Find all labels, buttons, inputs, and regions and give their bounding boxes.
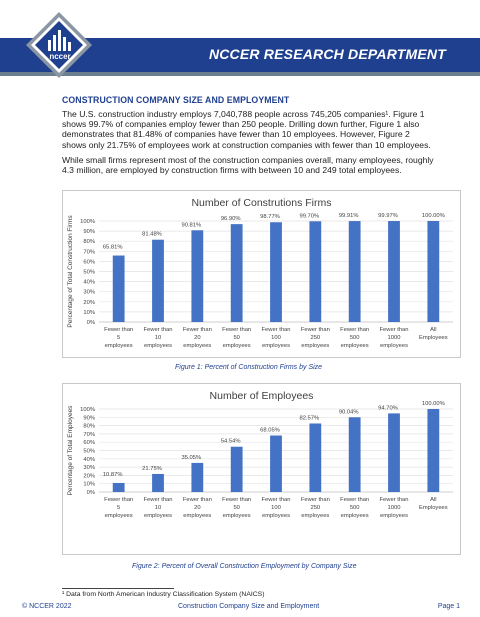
y-tick-label: 90%: [83, 229, 95, 236]
y-tick-label: 50%: [83, 269, 95, 276]
x-tick-label: employees: [183, 513, 212, 519]
x-tick-label: Fewer than: [143, 327, 173, 333]
data-label: 99.91%: [338, 213, 359, 220]
bar: [309, 423, 321, 492]
employees-chart: [62, 383, 461, 555]
x-tick-label: employees: [143, 343, 173, 349]
y-tick-label: 40%: [83, 456, 95, 463]
bar: [270, 222, 282, 322]
data-label: 98.77%: [260, 214, 280, 221]
x-tick-label: 50: [233, 505, 240, 511]
x-tick-label: Fewer than: [104, 497, 134, 503]
data-label: 35.05%: [181, 454, 202, 461]
x-tick-label: Fewer than: [340, 497, 370, 503]
y-tick-label: 100%: [80, 219, 95, 225]
footer-page-number: Page 1: [437, 603, 460, 610]
data-label: 90.81%: [181, 222, 202, 229]
bar: [113, 256, 125, 322]
y-tick-label: 10%: [83, 309, 95, 316]
x-tick-label: Fewer than: [104, 327, 134, 333]
data-label: 99.70%: [299, 213, 320, 220]
bar: [231, 447, 243, 492]
y-axis-label: Percentage of Total Employees: [67, 405, 74, 496]
footnote-rule: [62, 588, 174, 589]
x-tick-label: 100: [271, 505, 281, 511]
x-tick-label: Fewer than: [222, 497, 252, 503]
data-label: 99.97%: [378, 213, 398, 220]
bar: [309, 221, 321, 322]
data-label: 90.04%: [338, 409, 359, 416]
x-tick-label: employees: [183, 343, 212, 349]
x-tick-label: Employees: [418, 335, 448, 341]
summary-paragraph: While small firms represent most of the construction companies overall, many employees, roughly 4.3 million, are employed by construction firms with between 10 and 249 total employees.: [62, 155, 434, 176]
x-tick-label: 250: [310, 335, 321, 341]
intro-paragraph: The U.S. construction industry employs 7,040,788 people across 745,205 companies¹. Figure 1 shows 99.7% of companies employ fewer than 250 people. Drilling down further, Figure 1 also demonstrates that 81.48% of companies have fewer than 10 employees. However, Figure 2 shows only 21.75% of employees work at construction companies with fewer than 10 employees.: [62, 109, 431, 150]
y-tick-label: 30%: [83, 289, 95, 296]
y-tick-label: 20%: [83, 299, 95, 306]
employees-chart-svg: [63, 384, 460, 554]
bar: [191, 230, 203, 322]
data-label: 100.00%: [421, 213, 445, 219]
x-tick-label: 5: [117, 505, 121, 511]
bar: [427, 221, 439, 322]
x-tick-label: employees: [379, 343, 409, 349]
x-tick-label: 10: [154, 335, 162, 341]
bar: [231, 224, 243, 322]
x-tick-label: All: [430, 327, 437, 333]
section-title: CONSTRUCTION COMPANY SIZE AND EMPLOYMENT: [62, 95, 290, 106]
footer-copyright: © NCCER 2022: [22, 603, 72, 610]
x-tick-label: 20: [194, 335, 201, 341]
x-tick-label: All: [430, 497, 437, 503]
y-tick-label: 80%: [83, 239, 95, 246]
x-tick-label: employees: [143, 513, 173, 519]
bar: [191, 463, 203, 492]
y-tick-label: 60%: [83, 259, 95, 266]
bar: [113, 483, 125, 492]
data-label: 81.48%: [142, 231, 162, 238]
y-tick-label: 60%: [83, 440, 95, 447]
data-label: 10.87%: [102, 471, 123, 478]
x-tick-label: 500: [349, 335, 360, 341]
x-tick-label: Fewer than: [222, 327, 252, 333]
data-label: 21.75%: [142, 465, 162, 472]
data-label: 96.90%: [220, 216, 241, 223]
y-axis-label: Percentage of Total Construction Firms: [67, 215, 74, 328]
x-tick-label: 1000: [387, 335, 401, 341]
y-tick-label: 0%: [86, 490, 95, 496]
x-tick-label: 250: [310, 505, 321, 511]
x-tick-label: employees: [222, 343, 251, 349]
data-label: 100.00%: [421, 401, 445, 407]
x-tick-label: employees: [301, 513, 330, 519]
figure-1-caption: Figure 1: Percent of Construction Firms by Size: [175, 364, 323, 371]
footnote: ¹ Data from North American Industry Classification System (NAICS): [62, 591, 265, 598]
x-tick-label: employees: [104, 343, 133, 349]
x-tick-label: 1000: [387, 505, 401, 511]
y-tick-label: 50%: [83, 448, 95, 455]
bar: [349, 417, 361, 492]
x-tick-label: 10: [154, 505, 162, 511]
firms-chart-svg: [63, 191, 460, 357]
y-tick-label: 30%: [83, 465, 95, 472]
x-tick-label: Fewer than: [182, 497, 212, 503]
bar: [270, 436, 282, 492]
bar: [152, 474, 164, 492]
x-tick-label: employees: [379, 513, 409, 519]
bar: [388, 221, 400, 322]
x-tick-label: Fewer than: [261, 327, 291, 333]
x-tick-label: 100: [271, 335, 281, 341]
y-tick-label: 80%: [83, 423, 95, 430]
department-title: NCCER RESEARCH DEPARTMENT: [208, 46, 446, 62]
y-tick-label: 90%: [83, 415, 95, 422]
y-tick-label: 0%: [86, 320, 95, 326]
x-tick-label: 5: [117, 335, 121, 341]
firms-chart: [62, 190, 461, 358]
x-tick-label: employees: [261, 343, 291, 349]
x-tick-label: employees: [261, 513, 291, 519]
figure-2-caption: Figure 2: Percent of Overall Construction Employment by Company Size: [132, 563, 357, 570]
data-label: 54.54%: [220, 438, 241, 445]
chart-title: Number of Construtions Firms: [191, 197, 332, 209]
x-tick-label: employees: [222, 513, 251, 519]
bar: [388, 413, 400, 492]
y-tick-label: 40%: [83, 279, 95, 286]
x-tick-label: employees: [340, 513, 369, 519]
data-label: 68.05%: [260, 427, 280, 434]
x-tick-label: Fewer than: [340, 327, 370, 333]
x-tick-label: Employees: [418, 505, 448, 511]
bar: [349, 221, 361, 322]
bar: [427, 409, 439, 492]
footer-doc-title: Construction Company Size and Employment: [178, 603, 320, 610]
x-tick-label: 500: [349, 505, 360, 511]
data-label: 82.57%: [299, 415, 320, 422]
logo-text: nccer: [49, 52, 71, 61]
x-tick-label: Fewer than: [300, 327, 330, 333]
x-tick-label: Fewer than: [379, 497, 409, 503]
x-tick-label: 20: [194, 505, 201, 511]
x-tick-label: Fewer than: [300, 497, 330, 503]
data-label: 65.81%: [102, 244, 123, 251]
y-tick-label: 10%: [83, 481, 95, 488]
y-tick-label: 100%: [80, 407, 95, 413]
x-tick-label: Fewer than: [143, 497, 173, 503]
x-tick-label: Fewer than: [261, 497, 291, 503]
y-tick-label: 70%: [83, 249, 95, 256]
x-tick-label: Fewer than: [182, 327, 212, 333]
x-tick-label: 50: [233, 335, 240, 341]
y-tick-label: 20%: [83, 473, 95, 480]
x-tick-label: employees: [301, 343, 330, 349]
chart-title: Number of Employees: [209, 390, 314, 402]
x-tick-label: employees: [340, 343, 369, 349]
bar: [152, 240, 164, 322]
x-tick-label: Fewer than: [379, 327, 409, 333]
x-tick-label: employees: [104, 513, 133, 519]
y-tick-label: 70%: [83, 431, 95, 438]
data-label: 94.70%: [378, 405, 398, 412]
nccer-logo: [24, 10, 94, 80]
